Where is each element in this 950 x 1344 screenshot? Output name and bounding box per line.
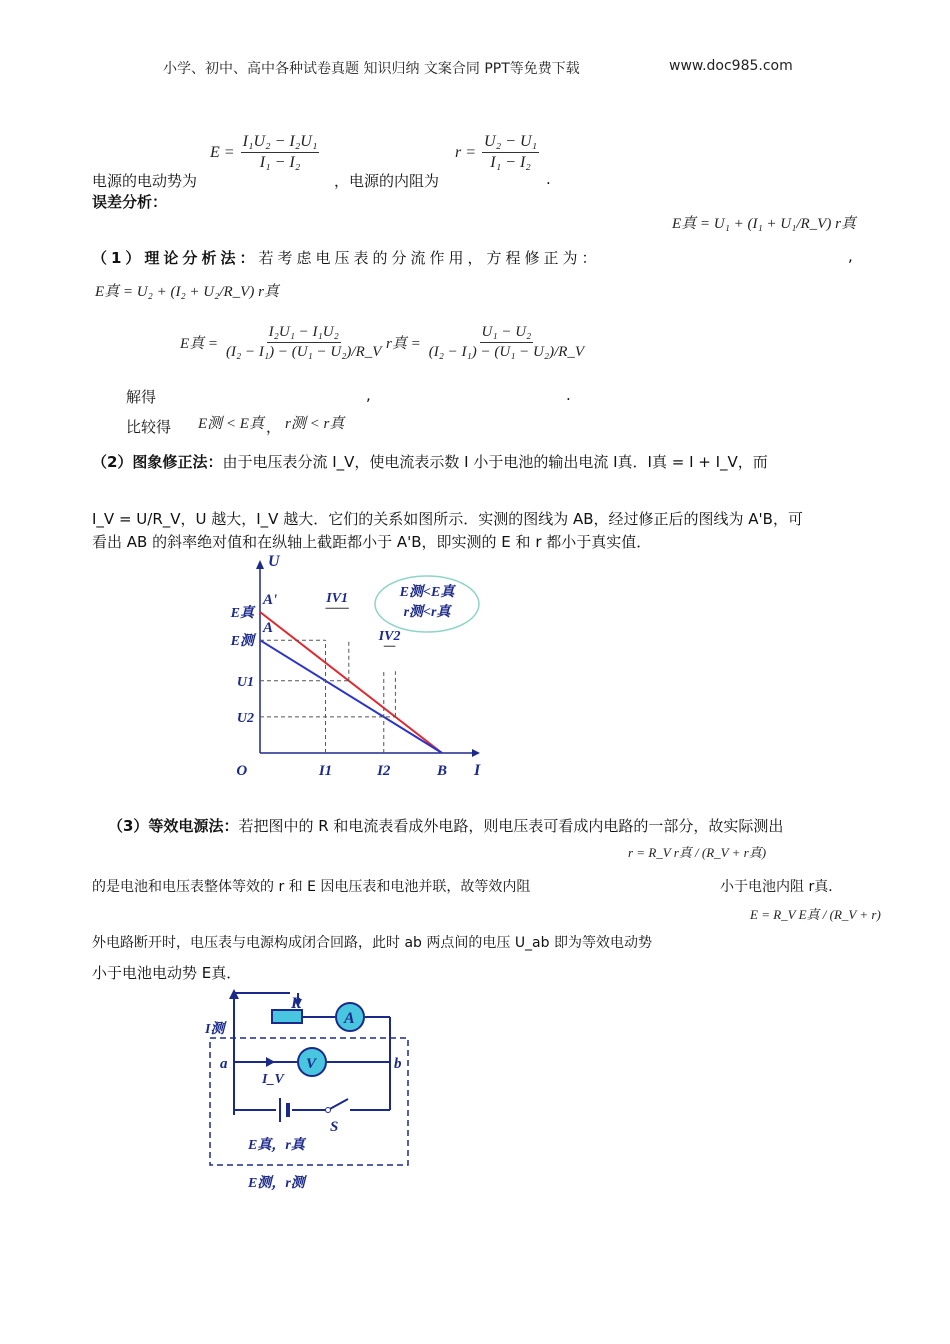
emf-numerator: I₁U₂ − I₂U₁ xyxy=(241,133,320,153)
emf-denominator: I₁ − I₂ xyxy=(259,154,301,171)
method3-line2b: 小于电池内阻 r真． xyxy=(720,879,843,895)
method1-eq2: E真 = U₂ + (I₂ + U₂/R_V) r真 xyxy=(95,284,279,300)
r-denominator: I₁ − I₂ xyxy=(490,154,531,171)
switch-blade xyxy=(328,1099,348,1110)
bubble-line1: E测<E真 xyxy=(399,585,455,600)
label-S: S xyxy=(330,1119,339,1135)
period-1: . xyxy=(566,386,571,404)
E-true-num: I₂U₁ − I₁U₂ xyxy=(267,324,341,343)
r-numerator: U₂ − U₁ xyxy=(482,133,539,153)
label-A-prime: A' xyxy=(263,592,278,608)
emf-label: 电源的电动势为 xyxy=(92,172,198,190)
label-R: R xyxy=(291,995,302,1012)
E-true-den: (I₂ − I₁) − (U₁ − U₂)/R_V xyxy=(226,344,382,360)
method3-formula-r: r = R_V r真 / (R_V + r真) xyxy=(628,845,767,860)
method3-line1 xyxy=(108,815,783,836)
method3-formula-E: E = R_V E真 / (R_V + r) xyxy=(750,907,881,922)
emf-lhs: E = xyxy=(210,143,235,161)
method2-text1: 由于电压表分流 I_V，使电流表示数 I 小于电池的输出电流 I真．I真 = I + I_V，而 xyxy=(222,453,768,471)
method1-line xyxy=(92,247,600,268)
method3-line2a: 的是电池和电压表整体等效的 r 和 E 因电压表和电池并联，故等效内阻 xyxy=(92,879,531,895)
x-axis-arrow xyxy=(472,749,480,757)
comma-2: , xyxy=(366,386,371,404)
r-true-lhs: r真 = xyxy=(386,336,421,352)
comma-3: ， xyxy=(266,418,282,436)
method1-text: 若考虑电压表的分流作用，方程修正为： xyxy=(258,249,601,267)
method2-title: （2）图象修正法： xyxy=(92,453,223,471)
r-lhs: r = xyxy=(455,143,477,161)
label-A: A xyxy=(344,1010,355,1027)
label-iv2: IV2 xyxy=(378,629,401,645)
method3-line4: 小于电池电动势 E真． xyxy=(92,964,242,982)
switch-pivot xyxy=(326,1108,331,1113)
y-axis-arrow xyxy=(256,560,264,569)
label-b: b xyxy=(394,1056,402,1072)
comma-1: , xyxy=(848,247,853,265)
voltmeter-current-arrow xyxy=(266,1057,275,1067)
compare-2: r测 < r真 xyxy=(285,416,345,432)
label-iv1: IV1 xyxy=(326,591,349,607)
ui-graph xyxy=(222,550,492,782)
method2-line1 xyxy=(92,451,768,472)
header-site: www.doc985.com xyxy=(669,58,793,74)
bubble-line2: r测<r真 xyxy=(403,605,451,620)
label-I-meas: I测 xyxy=(205,1022,225,1037)
emf-formula xyxy=(210,133,321,172)
label-IV: I_V xyxy=(262,1072,284,1087)
label-V: V xyxy=(306,1056,317,1072)
y-tick-2: U1 xyxy=(236,674,254,690)
y-tick-1: E测 xyxy=(230,634,254,650)
series-line-0 xyxy=(260,612,442,753)
label-a: a xyxy=(220,1056,228,1072)
header-text: 小学、初中、高中各种试卷真题 知识归纳 文案合同 PPT等免费下载 xyxy=(163,61,580,77)
x-tick-0: O xyxy=(236,763,248,779)
compare-label: 比较得 xyxy=(126,418,172,436)
r-label: ，电源的内阻为 xyxy=(334,172,440,190)
E-true-lhs: E真 = xyxy=(180,336,219,352)
x-tick-2: I2 xyxy=(377,763,391,779)
method3-text1: 若把图中的 R 和电流表看成外电路，则电压表可看成内电路的一部分，故实际测出 xyxy=(238,817,784,835)
r-true-num: U₁ − U₂ xyxy=(480,324,534,343)
equivalent-circuit xyxy=(200,985,420,1195)
x-tick-1: I1 xyxy=(318,763,333,779)
y-tick-0: E真 xyxy=(230,606,254,621)
r-true-den: (I₂ − I₁) − (U₁ − U₂)/R_V xyxy=(428,344,585,360)
method2-line3: 看出 AB 的斜率绝对值和在纵轴上截距都小于 A'B，即实测的 E 和 r 都小于真实值． xyxy=(92,533,652,551)
series-line-1 xyxy=(260,640,442,753)
label-A: A xyxy=(263,620,274,637)
x-axis-label: I xyxy=(474,762,481,779)
method1-title: （1）理论分析法： xyxy=(92,249,259,267)
E-true-formula xyxy=(180,324,385,361)
y-axis-label: U xyxy=(268,553,280,570)
label-E-true: E真，r真 xyxy=(248,1138,305,1153)
r-formula xyxy=(455,133,541,172)
section-title: 误差分析： xyxy=(92,193,168,211)
intro-end: . xyxy=(546,170,551,188)
x-tick-3: B xyxy=(436,763,448,779)
solve-label: 解得 xyxy=(126,388,157,406)
y-tick-3: U2 xyxy=(236,710,254,726)
method1-eq1: E真 = U₁ + (I₁ + U₁/R_V) r真 xyxy=(672,216,856,232)
r-true-formula xyxy=(386,324,588,361)
method2-line2: I_V = U/R_V，U 越大，I_V 越大．它们的关系如图所示．实测的图线为 AB，经过修正后的图线为 A'B，可 xyxy=(92,510,803,528)
method3-line3a: 外电路断开时，电压表与电源构成闭合回路，此时 ab 两点间的电压 U_ab 即为等效电动势 xyxy=(92,935,652,951)
label-E-meas: E测，r测 xyxy=(248,1176,305,1191)
compare-1: E测 < E真 xyxy=(198,416,264,432)
method3-title: （3）等效电源法： xyxy=(108,817,239,835)
